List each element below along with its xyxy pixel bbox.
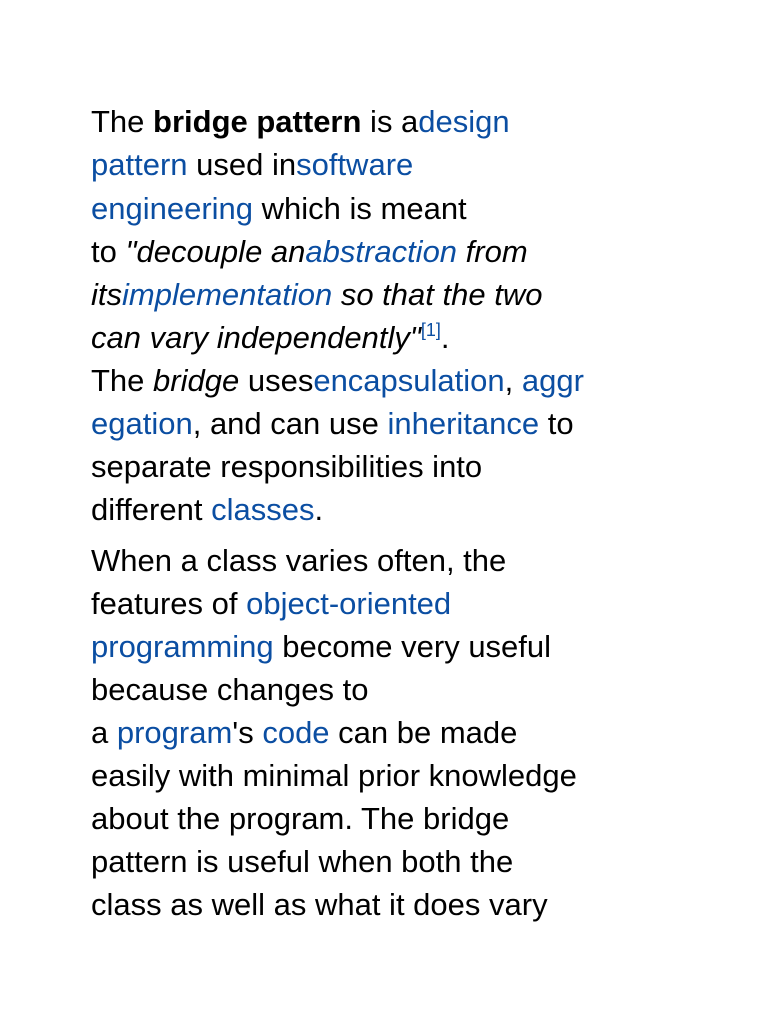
text: pattern is useful when both the [91, 844, 514, 879]
text: uses [239, 363, 314, 398]
text: become very useful [273, 629, 552, 664]
p1-line-9 [91, 447, 482, 487]
quote-text: its [91, 277, 122, 312]
p1-line-1 [91, 102, 510, 142]
text: . [440, 320, 450, 355]
p2-line-9 [91, 885, 548, 925]
text: separate responsibilities into [91, 449, 483, 484]
text: The [91, 104, 154, 139]
text: easily with minimal prior knowledge [91, 758, 577, 793]
p1-line-6 [91, 318, 449, 362]
text: used in [187, 147, 297, 182]
text: 's [232, 715, 263, 750]
text: , and can use [192, 406, 388, 441]
p2-line-7 [91, 799, 509, 839]
text: , [504, 363, 522, 398]
link-abstraction[interactable]: abstraction [305, 234, 458, 269]
quote-text: can vary independently" [91, 320, 421, 355]
quote-text: "decouple an [125, 234, 306, 269]
text: features of [91, 586, 247, 621]
link-code[interactable]: code [262, 715, 330, 750]
text: class as well as what it does vary [91, 887, 548, 922]
term-bridge-pattern: bridge pattern [153, 104, 362, 139]
link-encapsulation[interactable]: encapsulation [313, 363, 505, 398]
p1-line-8 [91, 404, 574, 444]
link-classes[interactable]: classes [211, 492, 315, 527]
p2-line-6 [91, 756, 577, 796]
text: can be made [329, 715, 518, 750]
p1-line-10 [91, 490, 323, 530]
p2-line-4 [91, 670, 369, 710]
p1-line-7 [91, 361, 584, 401]
p1-line-4 [91, 232, 528, 272]
text: When a class varies often, the [91, 543, 507, 578]
text: to [91, 234, 126, 269]
text: about the program. The bridge [91, 801, 510, 836]
link-object-oriented-programming[interactable]: programming [91, 629, 274, 664]
p1-line-3 [91, 189, 467, 229]
term-bridge: bridge [153, 363, 240, 398]
link-software-engineering[interactable]: engineering [91, 191, 254, 226]
p2-line-1 [91, 541, 506, 581]
text: different [91, 492, 212, 527]
p1-line-5 [91, 275, 542, 315]
quote-text: so that the two [332, 277, 543, 312]
link-software-engineering[interactable]: software [296, 147, 414, 182]
p2-line-8 [91, 842, 513, 882]
text: The [91, 363, 154, 398]
link-aggregation[interactable]: egation [91, 406, 193, 441]
p2-line-3 [91, 627, 551, 667]
p2-line-5 [91, 713, 517, 753]
link-design-pattern[interactable]: pattern [91, 147, 188, 182]
link-aggregation[interactable]: aggr [521, 363, 584, 398]
p1-line-2 [91, 145, 413, 185]
text: because changes to [91, 672, 369, 707]
text: a [91, 715, 117, 750]
p2-line-2 [91, 584, 451, 624]
citation-ref-1[interactable]: [1] [420, 320, 441, 340]
text: is a [361, 104, 419, 139]
text: to [539, 406, 574, 441]
link-implementation[interactable]: implementation [122, 277, 333, 312]
link-inheritance[interactable]: inheritance [387, 406, 540, 441]
text: . [314, 492, 324, 527]
text: which is meant [253, 191, 467, 226]
link-program[interactable]: program [116, 715, 233, 750]
quote-text: from [457, 234, 528, 269]
link-design-pattern[interactable]: design [418, 104, 510, 139]
link-object-oriented-programming[interactable]: object-oriented [246, 586, 452, 621]
